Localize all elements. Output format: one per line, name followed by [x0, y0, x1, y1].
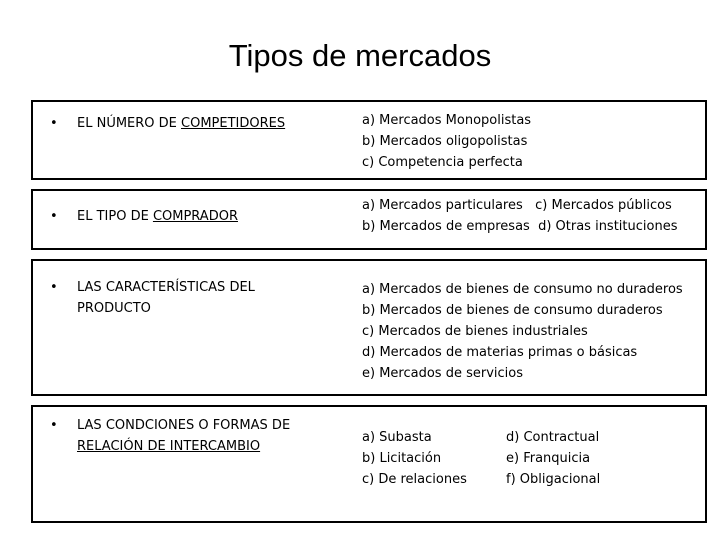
list-item: d) Mercados de materias primas o básicas [362, 345, 638, 360]
bullet-icon: • [50, 280, 58, 295]
label-text: PRODUCTO [77, 301, 151, 316]
list-item: b) Mercados de bienes de consumo duraderos [362, 303, 663, 318]
list-item: e) Franquicia [506, 451, 591, 466]
bullet-icon: • [50, 209, 58, 224]
section-items-col1 [362, 427, 467, 490]
section-items [362, 195, 677, 237]
section-label [50, 113, 320, 134]
label-underlined-text: COMPETIDORES [181, 116, 286, 131]
list-item: a) Mercados Monopolistas [362, 113, 532, 128]
section-competidores [31, 100, 707, 180]
section-label [50, 277, 320, 319]
section-producto [31, 259, 707, 396]
list-item: a) Mercados de bienes de consumo no duraderos [362, 282, 683, 297]
section-label [50, 415, 320, 457]
list-item: b) Mercados de empresas d) Otras instituciones [362, 219, 678, 234]
list-item: f) Obligacional [506, 472, 601, 487]
list-item: a) Mercados particulares c) Mercados públicos [362, 198, 672, 213]
page-title: Tipos de mercados [228, 38, 492, 73]
label-text: EL TIPO DE [77, 209, 153, 224]
label-underlined-text: COMPRADOR [152, 209, 238, 224]
list-item: c) Competencia perfecta [362, 155, 523, 170]
label-text: EL NÚMERO DE [77, 116, 182, 131]
list-item: d) Contractual [506, 430, 600, 445]
list-item: c) De relaciones [362, 472, 467, 487]
bullet-icon: • [50, 418, 58, 433]
section-items [362, 110, 531, 173]
list-item: b) Licitación [362, 451, 442, 466]
list-item: c) Mercados de bienes industriales [362, 324, 588, 339]
list-item: b) Mercados oligopolistas [362, 134, 528, 149]
section-items [362, 279, 683, 384]
section-intercambio [31, 405, 707, 523]
label-underlined-text: RELACIÓN DE INTERCAMBIO [77, 439, 261, 454]
label-text: LAS CARACTERÍSTICAS DEL [77, 280, 255, 295]
list-item: e) Mercados de servicios [362, 366, 523, 381]
section-label [50, 206, 320, 227]
section-comprador [31, 189, 707, 250]
list-item: a) Subasta [362, 430, 432, 445]
bullet-icon: • [50, 116, 58, 131]
section-items-col2 [506, 427, 600, 490]
label-text: LAS CONDCIONES O FORMAS DE [77, 418, 291, 433]
